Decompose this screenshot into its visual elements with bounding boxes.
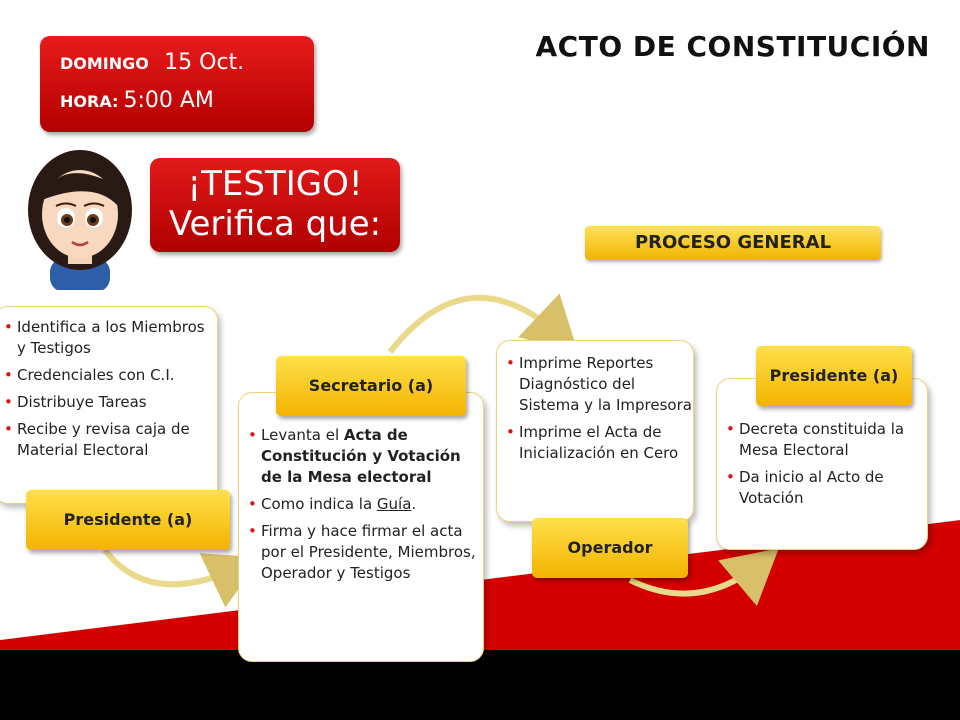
step-4-item: • Decreta constituida la Mesa Electoral	[739, 419, 927, 461]
step-3-item: • Imprime el Acta de Inicialización en Cero	[519, 422, 693, 464]
time-label: HORA:	[60, 92, 119, 111]
guide-link[interactable]: Guía	[376, 495, 412, 513]
step-1-item: • Credenciales con C.I.	[17, 365, 217, 386]
step-4-item: • Da inicio al Acto de Votación	[739, 467, 927, 509]
step-2-item-text: Como indica la	[261, 495, 377, 513]
step-3-item: • Imprime Reportes Diagnóstico del Sistema y la Impresora	[519, 353, 693, 416]
date-value: 15 Oct.	[164, 50, 245, 75]
step-2-item: • Firma y hace firmar el acta por el Presidente, Miembros, Operador y Testigos	[261, 521, 483, 584]
step-3-card	[496, 340, 694, 522]
page-title: ACTO DE CONSTITUCIÓN	[535, 30, 930, 63]
process-general-label: PROCESO GENERAL	[585, 226, 881, 260]
step-1-item: • Recibe y revisa caja de Material Electoral	[17, 419, 217, 461]
arrow-1-to-2	[105, 550, 245, 584]
callout-line-1: ¡TESTIGO!	[187, 164, 363, 204]
step-1-item: • Identifica a los Miembros y Testigos	[17, 317, 217, 359]
step-3-role-label: Operador	[532, 518, 688, 578]
step-1-card	[0, 306, 218, 504]
step-2-item-text: .	[411, 495, 417, 513]
step-2-item-text: Levanta el	[261, 426, 344, 444]
callout-line-2: Verifica que:	[168, 204, 382, 244]
step-1-item: • Distribuye Tareas	[17, 392, 217, 413]
step-2-card	[238, 392, 484, 662]
step-2-item-bold: Acta de Constitución y Votación de la Mesa electoral	[261, 426, 461, 486]
time-value: 5:00 AM	[123, 88, 214, 113]
step-1-role-label: Presidente (a)	[26, 490, 230, 550]
day-label: DOMINGO	[60, 54, 149, 73]
step-2-item	[261, 425, 483, 488]
step-2-role-label: Secretario (a)	[276, 356, 466, 416]
step-2-item	[261, 494, 483, 515]
step-4-role-label: Presidente (a)	[756, 346, 912, 406]
